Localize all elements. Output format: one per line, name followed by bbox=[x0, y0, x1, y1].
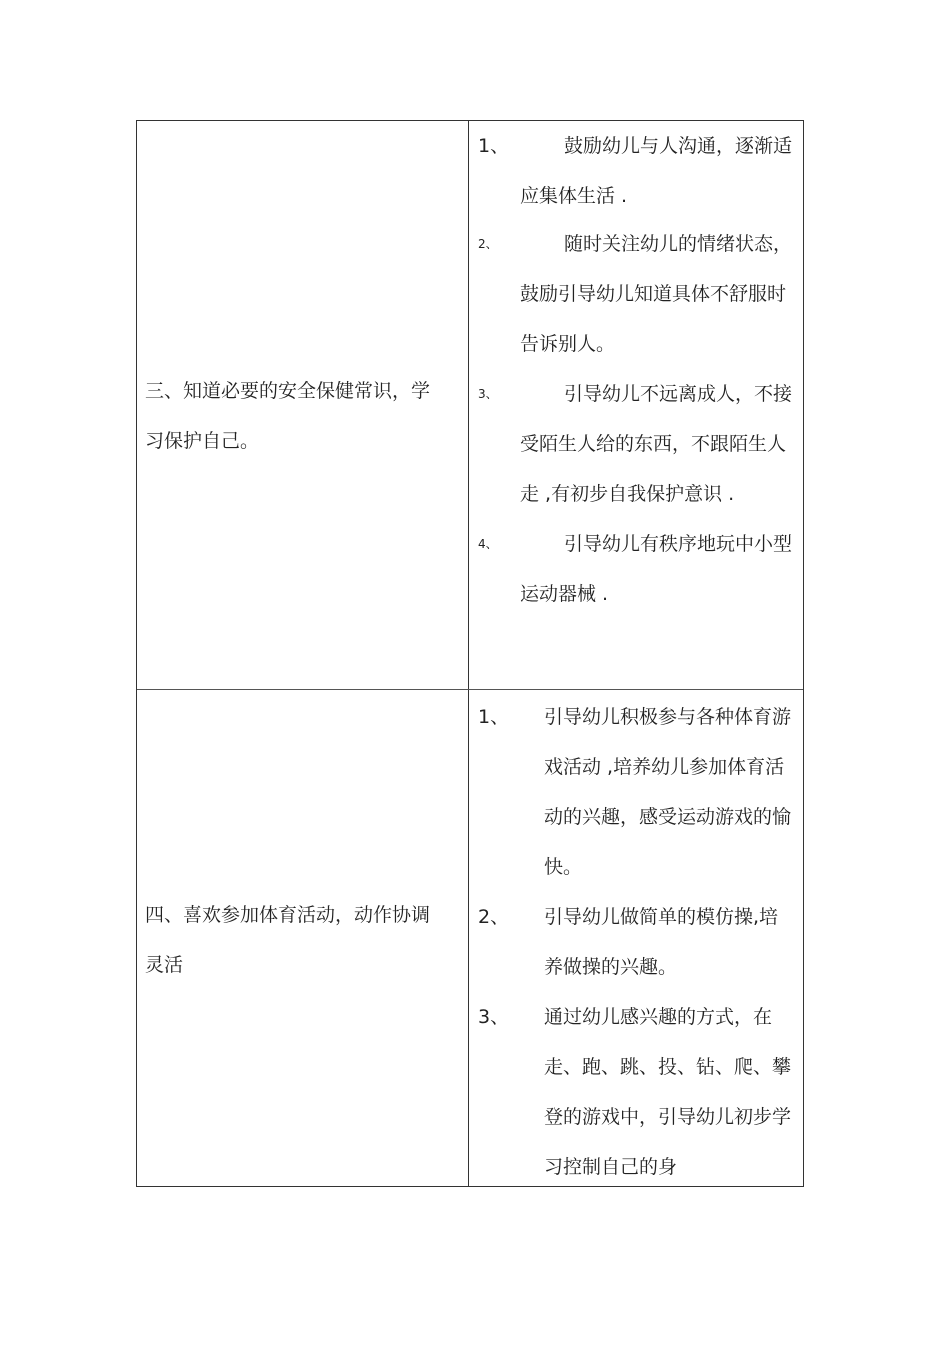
list-item bbox=[478, 219, 796, 369]
goal-text: 三、知道必要的安全保健常识，学习保护自己。 bbox=[145, 380, 431, 452]
item-text: 引导幼儿有秩序地玩中小型运动器械 . bbox=[520, 533, 793, 605]
table-row bbox=[137, 690, 803, 1186]
content-table bbox=[136, 120, 804, 1187]
list-item bbox=[478, 692, 796, 892]
list-item bbox=[478, 892, 796, 992]
item-number: 2、 bbox=[478, 906, 510, 928]
measures-cell bbox=[470, 690, 803, 1186]
item-text: 引导幼儿做简单的模仿操,培养做操的兴趣。 bbox=[544, 906, 779, 978]
measures-cell bbox=[470, 121, 803, 689]
item-text: 引导幼儿积极参与各种体育游戏活动 ,培养幼儿参加体育活动的兴趣，感受运动游戏的愉快。 bbox=[544, 706, 792, 878]
goal-text: 四、喜欢参加体育活动，动作协调灵活 bbox=[145, 904, 431, 976]
item-number: 2、 bbox=[478, 237, 498, 251]
item-text: 随时关注幼儿的情绪状态，鼓励引导幼儿知道具体不舒服时告诉别人。 bbox=[520, 233, 793, 355]
goal-cell bbox=[137, 690, 469, 1186]
list-item bbox=[478, 519, 796, 619]
item-number: 4、 bbox=[478, 537, 498, 551]
item-number: 3、 bbox=[478, 387, 498, 401]
item-text: 鼓励幼儿与人沟通，逐渐适应集体生活 . bbox=[520, 135, 793, 207]
list-item bbox=[478, 992, 796, 1182]
goal-cell bbox=[137, 121, 469, 689]
item-text: 通过幼儿感兴趣的方式，在走、跑、跳、投、钻、爬、攀登的游戏中，引导幼儿初步学习控制自己的身 bbox=[544, 1006, 792, 1178]
item-number: 3、 bbox=[478, 1006, 510, 1028]
item-number: 1、 bbox=[478, 135, 510, 157]
item-number: 1、 bbox=[478, 706, 510, 728]
list-item bbox=[478, 121, 796, 219]
item-text: 引导幼儿不远离成人，不接受陌生人给的东西，不跟陌生人走 ,有初步自我保护意识 . bbox=[520, 383, 793, 505]
list-item bbox=[478, 369, 796, 519]
table-row bbox=[137, 121, 803, 690]
